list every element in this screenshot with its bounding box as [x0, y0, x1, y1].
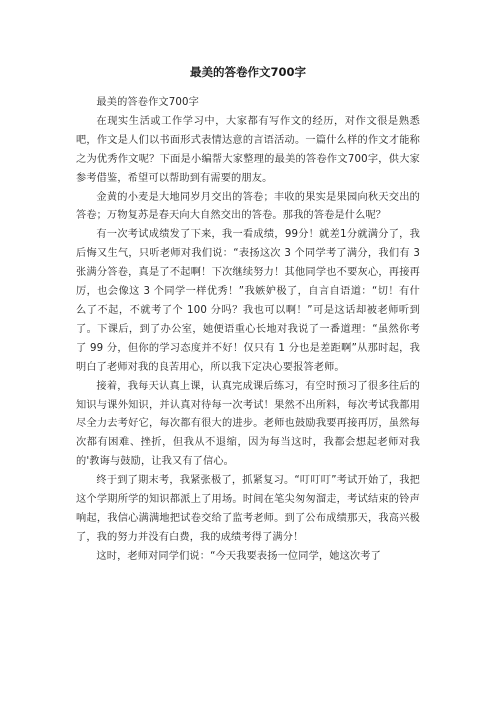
paragraph: 终于到了期末考，我紧张极了，抓紧复习。“叮叮叮”考试开始了，我把这个学期所学的知识都派上了用场。时间在笔尖匆匆溜走，考试结束的铃声响起，我信心满满地把试卷交给了监考老师。到了公布成绩那天，我高兴极了，我的努力并没有白费，我的成绩考得了满分！	[76, 475, 420, 543]
paragraph: 有一次考试成绩发了下来，我一看成绩，99分！就差1分就满分了，我后悔又生气，只听老师对我们说：“表扬这次 3 个同学考了满分，我们有 3 张满分答卷，真是了不起啊！下次继续努力！其他同学也不要灰心，再接再厉，也会像这 3 个同学一样优秀！”我嫉妒极了，自言自语道：“切！有什么了不起，不就考了个 100 分吗？我也可以啊！”可是这话却被老师听到了。下课后，到了办公室，她便语重心长地对我说了一番道理：“虽然你考了 99 分，但你的学习态度并不好！仅只有 1 分也是差距啊”从那时起，我明白了老师对我的良苦用心，所以我下定决心要报答老师。	[76, 229, 420, 373]
document-body	[76, 94, 420, 567]
paragraph: 金黄的小麦是大地同岁月交出的答卷；丰收的果实是果园向秋天交出的答卷；万物复苏是春天向大自然交出的答卷。那我的答卷是什么呢？	[76, 191, 420, 222]
paragraph: 接着，我每天认真上课，认真完成课后练习，有空时预习了很多往后的知识与课外知识，并认真对待每一次考试！果然不出所料，每次考试我都用尽全力去考好它，每次都有很大的进步。老师也鼓励我要再接再厉，虽然每次都有困难、挫折，但我从不退缩，因为每当这时，我都会想起老师对我的'教诲与鼓励，让我又有了信心。	[76, 380, 420, 468]
paragraph-subtitle: 最美的答卷作文700字	[96, 97, 199, 108]
document-title: 最美的答卷作文700字	[189, 65, 306, 79]
paragraph: 在现实生活或工作学习中，大家都有写作文的经历，对作文很是熟悉吧，作文是人们以书面形式表情达意的言语活动。一篇什么样的作文才能称之为优秀作文呢？下面是小编帮大家整理的最美的答卷作文700字，供大家参考借鉴，希望可以帮助到有需要的朋友。	[76, 115, 420, 184]
paragraph: 这时，老师对同学们说：“今天我要表扬一位同学，她这次考了	[96, 550, 381, 562]
